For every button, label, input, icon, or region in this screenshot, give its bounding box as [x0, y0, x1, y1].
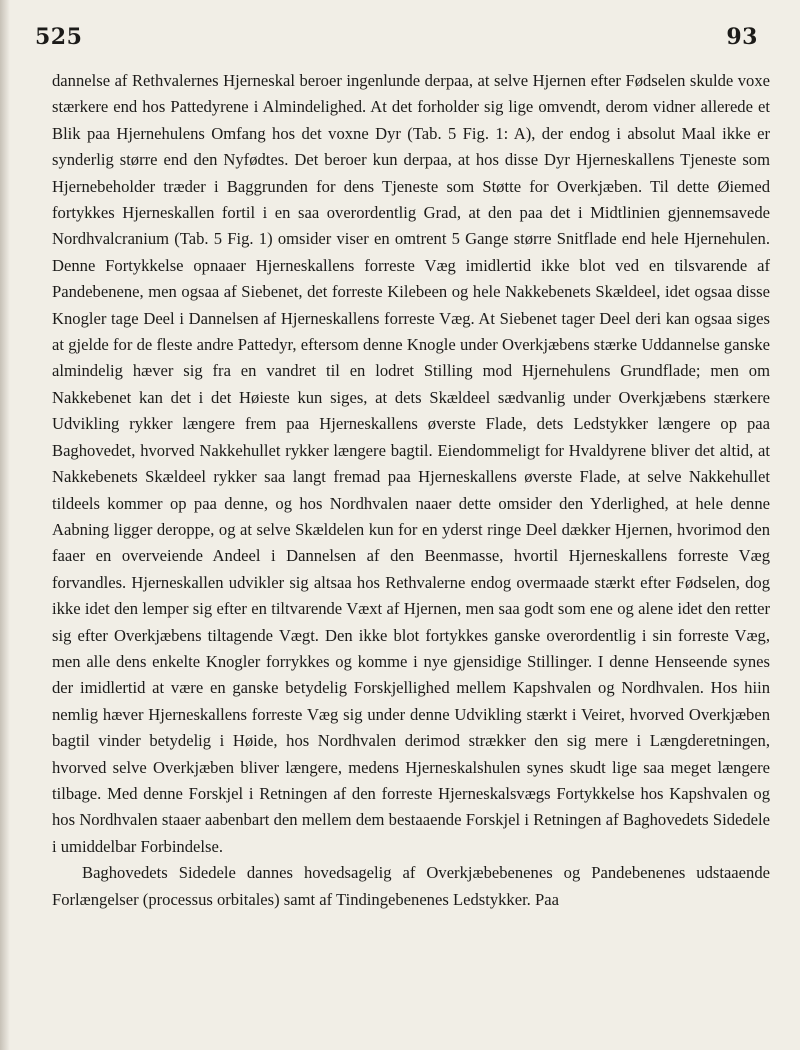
body-text	[52, 68, 770, 913]
page-number-left: 525	[35, 24, 83, 50]
paragraph-1: dannelse af Rethvalernes Hjerneskal beroer ingenlunde derpaa, at selve Hjernen efter Fødselen skulde voxe stærkere end hos Pattedyrene i Almindelighed. At det forholder sig lige omvendt, derom vidner allerede et Blik paa Hjernehulens Omfang hos det voxne Dyr (Tab. 5 Fig. 1: A), der endog i absolut Maal ikke er synderlig større end den Nyfødtes. Det beroer kun derpaa, at hos disse Dyr Hjerneskallens Tjeneste som Hjernebeholder træder i Baggrunden for dens Tjeneste som Støtte for Overkjæben. Til dette Øiemed fortykkes Hjerneskallen fortil i en saa overordentlig Grad, at den paa det i Midtlinien gjennemsavede Nordhvalcranium (Tab. 5 Fig. 1) omsider viser en omtrent 5 Gange større Snitflade end hele Hjernehulen. Denne Fortykkelse opnaaer Hjerneskallens forreste Væg imidlertid ikke blot ved en tilsvarende af Pandebenene, men ogsaa af Siebenet, det forreste Kilebeen og hele Nakkebenets Skældeel, idet ogsaa disse Knogler tage Deel i Dannelsen af Hjerneskallens forreste Væg. At Siebenet tager Deel deri kan ogsaa siges at gjelde for de fleste andre Pattedyr, eftersom denne Knogle under Overkjæbens stærke Uddannelse ganske almindelig hæver sig fra en vandret til en lodret Stilling mod Hjernehulens Grundflade; men om Nakkebenet kan det i det Høieste kun siges, at dets Skældeel sædvanlig under Overkjæbens stærkere Udvikling rykker længere frem paa Hjerneskallens øverste Flade, dets Ledstykker længere op paa Baghovedet, hvorved Nakkehullet rykker længere bagtil. Eiendommeligt for Hvaldyrene bliver det altid, at Nakkebenets Skældeel rykker saa langt fremad paa Hjerneskallens øverste Flade, at selve Nakkehullet tildeels kommer op paa denne, og hos Nordhvalen naaer dette omsider den Yderlighed, at hele denne Aabning ligger deroppe, og at selve Skældelen kun for en yderst ringe Deel dækker Hjernen, hvorimod den faaer en overveiende Andeel i Dannelsen af den Beenmasse, hvortil Hjerneskallens forreste Væg forvandles. Hjerneskallen udvikler sig altsaa hos Rethvalerne endog overmaade stærkt efter Fødselen, dog ikke idet den lemper sig efter en tiltvarende Væxt af Hjernen, men saa godt som ene og alene idet den retter sig efter Overkjæbens tiltagende Vægt. Den ikke blot fortykkes ganske overordentlig i sin forreste Væg, men alle dens enkelte Knogler forrykkes og komme i nye gjensidige Stillinger. I denne Henseende synes der imidlertid at være en ganske betydelig Forskjellighed mellem Kapshvalen og Nordhvalen. Hos hiin nemlig hæver Hjerneskallens forreste Væg sig under denne Udvikling stærkt i Veiret, hvorved Overkjæben bagtil vinder betydelig i Høide, hos Nordhvalen derimod strækker den sig mere i Længderetningen, hvorved selve Overkjæben bliver længere, medens Hjerneskalshulen synes skudt lige saa meget længere tilbage. Med denne Forskjel i Retningen af den forreste Hjerneskalsvægs Fortykkelse hos Kapshvalen og hos Nordhvalen staaer aabenbart den mellem dem bestaaende Forskjel i Retningen af Baghovedets Sidedele i umiddelbar Forbindelse.	[52, 71, 770, 856]
page-number-right: 93	[726, 24, 758, 50]
paragraph-2: Baghovedets Sidedele dannes hovedsagelig af Overkjæbebenenes og Pandebenenes udstaaende Forlængelser (processus orbitales) samt af Tindingebenenes Ledstykker. Paa	[52, 863, 770, 909]
page-edge-shadow	[0, 0, 10, 1050]
